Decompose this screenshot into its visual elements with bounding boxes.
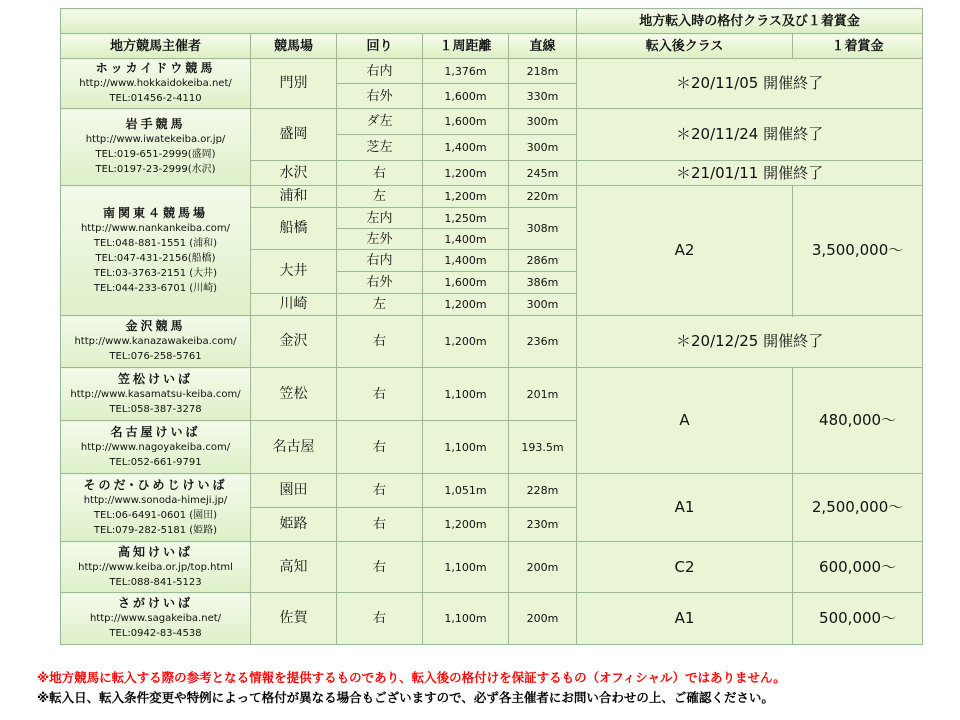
straight-cell: 218m xyxy=(509,59,577,84)
org-name: 南関東４競馬場 xyxy=(102,205,208,220)
venue-saga: 佐賀 xyxy=(251,593,337,645)
org-name: 名古屋けいば xyxy=(110,424,201,439)
straight-cell: 300m xyxy=(509,294,577,316)
col-header-class: 転入後クラス xyxy=(577,34,793,59)
distance-cell: 1,200m xyxy=(423,316,509,368)
distance-cell: 1,100m xyxy=(423,542,509,593)
straight-cell: 220m xyxy=(509,186,577,208)
distance-cell: 1,200m xyxy=(423,508,509,542)
class-tokai: A xyxy=(577,368,793,474)
turn-cell: 右 xyxy=(337,508,423,542)
col-header-venue: 競馬場 xyxy=(251,34,337,59)
result-kanazawa: ＊20/12/25 開催終了 xyxy=(577,316,923,368)
col-header-distance: １周距離 xyxy=(423,34,509,59)
venue-funabashi: 船橋 xyxy=(251,208,337,250)
prize-tokai: 480,000～ xyxy=(793,368,923,474)
venue-ooi: 大井 xyxy=(251,250,337,294)
prize-kochi: 600,000～ xyxy=(793,542,923,593)
turn-cell: 左内 xyxy=(337,208,423,229)
turn-cell: ダ左 xyxy=(337,109,423,135)
prize-minami: 3,500,000～ xyxy=(793,186,923,316)
org-iwate xyxy=(61,109,251,186)
org-name: そのだ･ひめじけいば xyxy=(83,477,228,492)
turn-cell: 左 xyxy=(337,186,423,208)
venue-kochi: 高知 xyxy=(251,542,337,593)
venue-monbetsu: 門別 xyxy=(251,59,337,109)
org-tel: TEL:047-431-2156(船橋) xyxy=(95,252,216,264)
straight-cell: 300m xyxy=(509,135,577,161)
org-url[interactable]: http://www.sagakeiba.net/ xyxy=(89,613,222,624)
distance-cell: 1,600m xyxy=(423,109,509,135)
org-tel: TEL:052-661-9791 xyxy=(109,456,202,468)
venue-kasamatsu: 笠松 xyxy=(251,368,337,421)
disclaimer-note-red: ※地方競馬に転入する際の参考となる情報を提供するものであり、転入後の格付けを保証するもの（オフィシャル）ではありません。 xyxy=(37,670,786,685)
venue-kawasaki: 川崎 xyxy=(251,294,337,316)
org-url[interactable]: http://www.keiba.or.jp/top.html xyxy=(78,561,233,573)
prize-saga: 500,000～ xyxy=(793,593,923,645)
distance-cell: 1,376m xyxy=(423,59,509,84)
straight-cell: 200m xyxy=(509,593,577,645)
venue-nagoya: 名古屋 xyxy=(251,421,337,474)
class-minami: A2 xyxy=(577,186,793,316)
result-hokkaido: ＊20/11/05 開催終了 xyxy=(577,59,923,109)
straight-cell: 386m xyxy=(509,272,577,294)
org-tel: TEL:044-233-6701 (川崎) xyxy=(93,282,218,294)
turn-cell: 右 xyxy=(337,368,423,421)
straight-cell: 201m xyxy=(509,368,577,421)
straight-cell: 245m xyxy=(509,161,577,186)
org-kanazawa xyxy=(61,316,251,368)
turn-cell: 右外 xyxy=(337,84,423,109)
org-url[interactable]: http://www.nagoyakeiba.com/ xyxy=(80,441,231,453)
straight-cell: 193.5m xyxy=(509,421,577,474)
turn-cell: 芝左 xyxy=(337,135,423,161)
transfer-class-table xyxy=(60,8,923,645)
turn-cell: 右 xyxy=(337,421,423,474)
org-tel: TEL:048-881-1551 (浦和) xyxy=(93,237,218,249)
org-sonoda-himeji xyxy=(61,474,251,542)
org-name: ホッカイドウ競馬 xyxy=(95,61,216,75)
org-url[interactable]: http://www.iwatekeiba.or.jp/ xyxy=(85,134,226,145)
venue-kanazawa: 金沢 xyxy=(251,316,337,368)
straight-cell: 330m xyxy=(509,84,577,109)
distance-cell: 1,600m xyxy=(423,84,509,109)
turn-cell: 右内 xyxy=(337,59,423,84)
org-nagoya xyxy=(61,421,251,474)
org-minami-kanto xyxy=(61,186,251,316)
org-url[interactable]: http://www.sonoda-himeji.jp/ xyxy=(83,494,228,506)
prize-hyogo: 2,500,000～ xyxy=(793,474,923,542)
col-header-straight: 直線 xyxy=(509,34,577,59)
org-name: 高知けいば xyxy=(117,544,193,559)
distance-cell: 1,051m xyxy=(423,474,509,508)
org-url[interactable]: http://www.nankankeiba.com/ xyxy=(80,222,231,234)
straight-cell: 300m xyxy=(509,109,577,135)
straight-cell: 236m xyxy=(509,316,577,368)
col-header-org: 地方競馬主催者 xyxy=(61,34,251,59)
straight-cell: 286m xyxy=(509,250,577,272)
org-hokkaido xyxy=(61,59,251,109)
straight-cell: 230m xyxy=(509,508,577,542)
turn-cell: 右外 xyxy=(337,272,423,294)
org-tel: TEL:01456-2-4110 xyxy=(109,93,202,104)
straight-cell: 200m xyxy=(509,542,577,593)
org-tel: TEL:076-258-5761 xyxy=(109,351,202,362)
col-header-prize: １着賞金 xyxy=(793,34,923,59)
venue-urawa: 浦和 xyxy=(251,186,337,208)
distance-cell: 1,100m xyxy=(423,421,509,474)
distance-cell: 1,250m xyxy=(423,208,509,229)
org-tel: TEL:0942-83-4538 xyxy=(109,628,202,639)
venue-himeji: 姫路 xyxy=(251,508,337,542)
org-tel: TEL:058-387-3278 xyxy=(109,403,202,415)
turn-cell: 左 xyxy=(337,294,423,316)
straight-cell: 308m xyxy=(509,208,577,250)
col-header-turn: 回り xyxy=(337,34,423,59)
org-tel: TEL:03-3763-2151 (大井) xyxy=(93,267,218,279)
distance-cell: 1,200m xyxy=(423,186,509,208)
distance-cell: 1,100m xyxy=(423,593,509,645)
class-hyogo: A1 xyxy=(577,474,793,542)
class-kochi: C2 xyxy=(577,542,793,593)
venue-sonoda: 園田 xyxy=(251,474,337,508)
distance-cell: 1,400m xyxy=(423,135,509,161)
distance-cell: 1,600m xyxy=(423,272,509,294)
turn-cell: 左外 xyxy=(337,229,423,250)
org-tel: TEL:06-6491-0601 (園田) xyxy=(93,509,218,521)
group-header: 地方転入時の格付クラス及び１着賞金 xyxy=(577,9,923,34)
org-tel: TEL:079-282-5181 (姫路) xyxy=(93,524,218,536)
distance-cell: 1,200m xyxy=(423,161,509,186)
org-name: 笠松けいば xyxy=(117,371,193,386)
turn-cell: 右 xyxy=(337,542,423,593)
distance-cell: 1,200m xyxy=(423,294,509,316)
org-name: 岩手競馬 xyxy=(125,117,186,131)
org-tel: TEL:088-841-5123 xyxy=(109,576,202,588)
org-tel: TEL:0197-23-2999(水沢) xyxy=(95,164,216,175)
org-url[interactable]: http://www.hokkaidokeiba.net/ xyxy=(79,78,232,89)
org-url[interactable]: http://www.kasamatsu-keiba.com/ xyxy=(70,388,241,400)
org-tel: TEL:019-651-2999(盛岡) xyxy=(95,149,216,160)
result-mizusawa: ＊21/01/11 開催終了 xyxy=(577,161,923,186)
org-name: 金沢競馬 xyxy=(125,319,186,333)
venue-morioka: 盛岡 xyxy=(251,109,337,161)
org-name: さがけいば xyxy=(117,596,193,610)
distance-cell: 1,400m xyxy=(423,229,509,250)
turn-cell: 右 xyxy=(337,474,423,508)
venue-mizusawa: 水沢 xyxy=(251,161,337,186)
turn-cell: 右 xyxy=(337,161,423,186)
class-saga: A1 xyxy=(577,593,793,645)
blank-header xyxy=(61,9,577,34)
disclaimer-note: ※転入日、転入条件変更や特例によって格付が異なる場合もございますので、必ず各主催者にお問い合わせの上、ご確認ください。 xyxy=(37,690,774,705)
turn-cell: 右内 xyxy=(337,250,423,272)
turn-cell: 右 xyxy=(337,316,423,368)
straight-cell: 228m xyxy=(509,474,577,508)
org-saga xyxy=(61,593,251,645)
org-kasamatsu xyxy=(61,368,251,421)
turn-cell: 右 xyxy=(337,593,423,645)
org-kochi xyxy=(61,542,251,593)
org-url[interactable]: http://www.kanazawakeiba.com/ xyxy=(74,336,237,347)
distance-cell: 1,400m xyxy=(423,250,509,272)
result-morioka: ＊20/11/24 開催終了 xyxy=(577,109,923,161)
distance-cell: 1,100m xyxy=(423,368,509,421)
